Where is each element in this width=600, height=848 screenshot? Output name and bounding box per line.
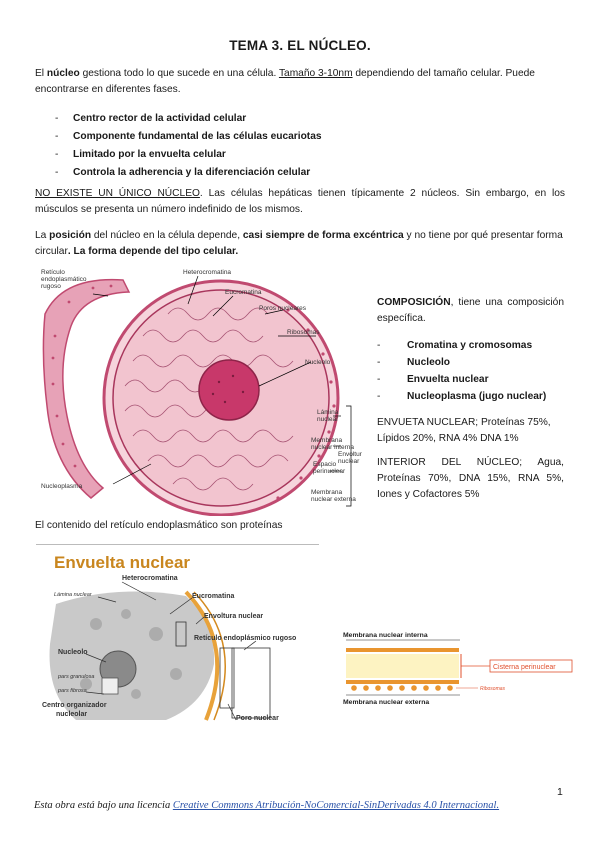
- intro-text: El: [35, 68, 47, 79]
- list-item: - Centro rector de la actividad celular: [35, 110, 322, 128]
- d3-label-ribosomes: Ribosomas: [480, 686, 506, 692]
- composition-heading: [377, 295, 564, 327]
- ribosome-dots: [351, 685, 453, 691]
- paragraph-position: [35, 228, 565, 260]
- membrane-diagram: [340, 628, 575, 710]
- d2-label-organizer: Centro organizador nucleolar: [42, 702, 107, 718]
- d2-label-pore: Poro nuclear: [236, 715, 279, 722]
- list-item: - Componente fundamental de las células eucariotas: [35, 128, 322, 146]
- list-item: - Nucleoplasma (jugo nuclear): [377, 388, 564, 405]
- d3-label-outer: Membrana nuclear externa: [343, 699, 430, 706]
- composition-heading-text: , tiene una composición específica.: [377, 297, 564, 324]
- license-footer: [34, 800, 499, 811]
- page-number: 1: [557, 786, 563, 798]
- perinuclear-cisterna: [346, 654, 459, 678]
- outer-membrane: [346, 680, 459, 684]
- label-nucleolus: Nucleolo: [305, 359, 331, 366]
- intro-text: dependiendo del tamaño celular. Puede encontrarse en diferentes fases.: [35, 68, 535, 95]
- label-heterochromatin: Heterocromatina: [183, 269, 232, 276]
- label-reticulum: Retículo endoplasmático rugoso: [41, 269, 87, 290]
- label-nucleoplasm: Nucleoplasma: [41, 483, 83, 490]
- feature-list: [35, 110, 322, 182]
- d2-label-heterochromatin: Heterocromatina: [122, 575, 178, 582]
- nucleus-diagram: [33, 266, 368, 516]
- underlined-text: NO EXISTE UN ÚNICO NÚCLEO: [35, 188, 200, 199]
- paragraph-nucleus-count: [35, 186, 565, 218]
- list-item: - Envuelta nuclear: [377, 371, 564, 388]
- list-item: - Limitado por la envuelta celular: [35, 146, 322, 164]
- intro-paragraph: [35, 66, 565, 98]
- intro-underline: Tamaño 3-10nm: [278, 68, 353, 79]
- caption-reticulum: El contenido del retículo endoplasmático son proteínas: [35, 520, 283, 531]
- label-nuclear-pores: Poros nucleares: [259, 305, 306, 312]
- label-envelope: Envoltur nuclear: [338, 451, 362, 465]
- bold-text: posición: [49, 230, 92, 241]
- label-outer-membrane: Membrana nuclear externa: [311, 489, 356, 503]
- label-lamina: Lámina nuclear: [317, 409, 339, 423]
- inner-membrane: [346, 648, 459, 652]
- license-link[interactable]: Creative Commons Atribución-NoComercial-SinDerivadas 4.0 Internacional.: [172, 800, 500, 811]
- intro-text: gestiona todo lo que sucede en una célula.: [79, 68, 279, 79]
- d2-label-envelope: Envoltura nuclear: [204, 613, 264, 620]
- d3-label-cisterna: Cisterna perinuclear: [493, 664, 556, 671]
- bold-text: casi siempre de forma excéntrica: [242, 230, 404, 241]
- label-inner-membrane: Membrana nuclear interna: [311, 437, 354, 451]
- label-euchromatin: Eucromatina: [225, 289, 262, 296]
- license-text: Esta obra está bajo una licencia: [34, 800, 173, 811]
- d2-label-euchromatin: Eucromatina: [192, 593, 235, 600]
- composition-list: [377, 337, 564, 405]
- list-item: - Cromatina y cromosomas: [377, 337, 564, 354]
- d2-label-pars-granulosa: pars granulosa: [58, 674, 95, 680]
- d2-label-reticulum: Retículo endoplásmico rugoso: [194, 635, 297, 642]
- envelope-diagram: [36, 544, 319, 722]
- page-title: TEMA 3. EL NÚCLEO.: [229, 38, 371, 53]
- d2-label-nucleolus: Nucleolo: [58, 649, 88, 656]
- interior-composition: INTERIOR DEL NÚCLEO; Agua, Proteínas 70%, DNA 15%, RNA 5%, Iones y Cofactores 5%: [377, 457, 564, 500]
- paragraph-text: . Las células hepáticas tienen típicamente 2 núcleos. Sin embargo, en los músculos se presenta un número indefinido de los mismos.: [35, 188, 565, 215]
- paragraph-text: del núcleo en la célula depende,: [91, 230, 243, 241]
- label-perinuclear-space: Espacio perinuclear: [313, 461, 346, 475]
- list-item: - Nucleolo: [377, 354, 564, 371]
- list-item: - Controla la adherencia y la diferenciación celular: [35, 164, 322, 182]
- paragraph-text: La: [35, 230, 50, 241]
- label-ribosomes: Ribosomas: [287, 329, 320, 336]
- d2-label-lamina: Lámina nuclear: [54, 592, 92, 598]
- intro-bold: núcleo: [46, 68, 80, 79]
- composition-heading-bold: COMPOSICIÓN: [377, 297, 451, 308]
- d3-label-inner: Membrana nuclear interna: [343, 632, 428, 639]
- d2-label-pars-fibrosa: pars fibrosa: [58, 688, 87, 694]
- envelope-composition: ENVUETA NUCLEAR; Proteínas 75%, Lípidos 20%, RNA 4% DNA 1%: [377, 417, 551, 444]
- bold-text: . La forma depende del tipo celular.: [67, 246, 239, 257]
- paragraph-text: y no tiene por qué presentar forma circular: [35, 230, 563, 257]
- composition-section: [377, 295, 564, 503]
- envelope-diagram-title: Envuelta nuclear: [54, 553, 191, 572]
- nucleolus: [199, 360, 259, 420]
- fibrous-zone: [102, 678, 118, 694]
